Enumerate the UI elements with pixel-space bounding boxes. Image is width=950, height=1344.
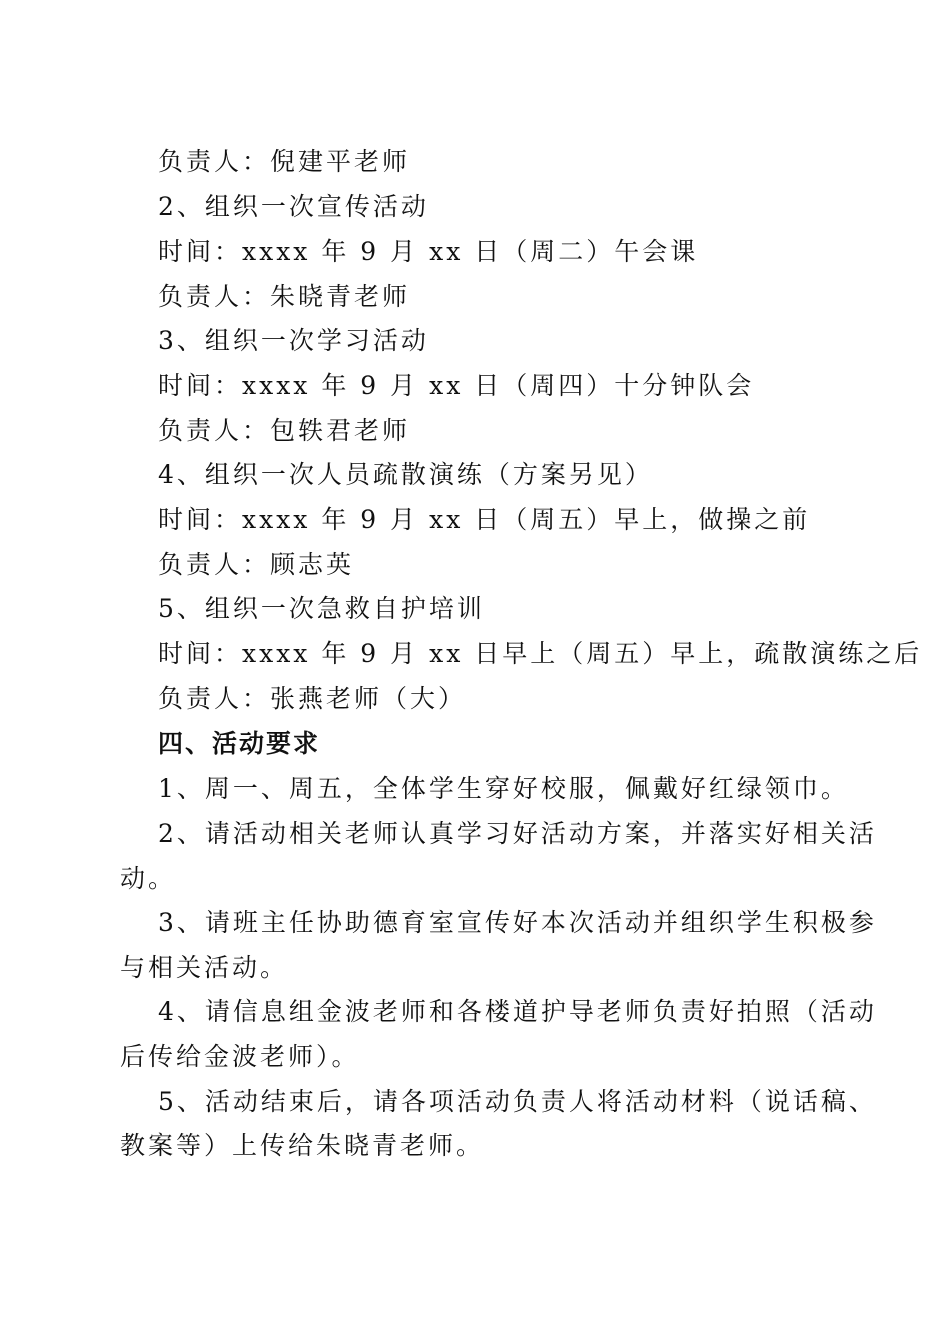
item2-title: 2、组织一次宣传活动 <box>158 192 429 221</box>
item3-title: 3、组织一次学习活动 <box>158 326 429 355</box>
requirement-3-line-2: 与相关活动。 <box>120 953 289 982</box>
item4-time: 时间：xxxx 年 9 月 xx 日（周五）早上，做操之前 <box>158 505 811 534</box>
requirement-4-line-1: 4、请信息组金波老师和各楼道护导老师负责好拍照（活动 <box>158 997 877 1026</box>
requirement-4-line-2: 后传给金波老师）。 <box>120 1042 360 1071</box>
requirement-5-line-2: 教案等）上传给朱晓青老师。 <box>120 1131 485 1160</box>
item5-title: 5、组织一次急救自护培训 <box>158 594 485 623</box>
requirement-5-line-1: 5、活动结束后，请各项活动负责人将活动材料（说话稿、 <box>158 1087 877 1116</box>
item2-time: 时间：xxxx 年 9 月 xx 日（周二）午会课 <box>158 237 699 266</box>
item5-time: 时间：xxxx 年 9 月 xx 日早上（周五）早上，疏散演练之后 <box>158 639 923 668</box>
item2-owner: 负责人：朱晓青老师 <box>158 282 411 311</box>
item1-owner: 负责人：倪建平老师 <box>158 147 411 176</box>
requirement-3-line-1: 3、请班主任协助德育室宣传好本次活动并组织学生积极参 <box>158 908 877 937</box>
requirement-2-line-1: 2、请活动相关老师认真学习好活动方案，并落实好相关活 <box>158 819 877 848</box>
requirement-1: 1、周一、周五，全体学生穿好校服，佩戴好红绿领巾。 <box>158 774 849 803</box>
item3-time: 时间：xxxx 年 9 月 xx 日（周四）十分钟队会 <box>158 371 755 400</box>
item4-title: 4、组织一次人员疏散演练（方案另见） <box>158 460 653 489</box>
section-heading-requirements: 四、活动要求 <box>158 729 321 758</box>
item5-owner: 负责人：张燕老师（大） <box>158 684 467 713</box>
item3-owner: 负责人：包轶君老师 <box>158 416 411 445</box>
item4-owner: 负责人：顾志英 <box>158 550 355 579</box>
requirement-2-line-2: 动。 <box>120 864 177 893</box>
